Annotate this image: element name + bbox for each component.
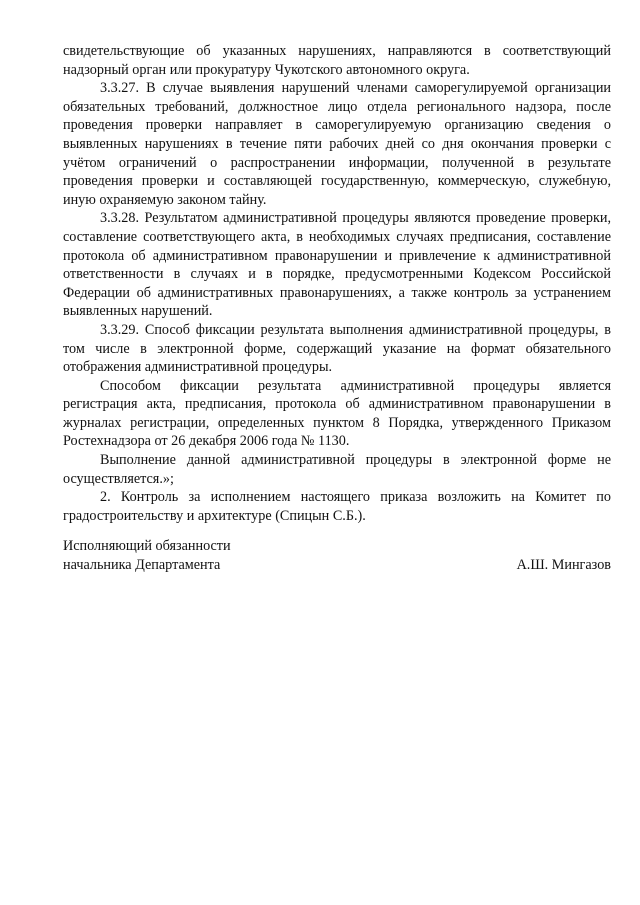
- document-body: [63, 42, 611, 525]
- paragraph-fixation-method: Способом фиксации результата административной процедуры является регистрация акта, предписания, протокола об административном правонарушении в журналах регистрации, определенных пунктом 8 Порядка, утвержденного Приказом Ростехнадзора от 26 декабря 2006 года № 1130.: [63, 377, 611, 450]
- signature-block: [63, 537, 611, 574]
- position-line-1: Исполняющий обязанности: [63, 538, 231, 554]
- paragraph-3-3-27: 3.3.27. В случае выявления нарушений членами саморегулируемой организации обязательных требований, должностное лицо отдела регионального надзора, после проведения проверки направляет в саморегулируемую организацию сведения о выявленных нарушениях в течение пяти рабочих дней со дня окончания проверки с учётом ограничений о распространении информации, полученной в результате проведения проверки и составляющей государственную, коммерческую, служебную, иную охраняемую законом тайну.: [63, 80, 611, 208]
- paragraph-electronic-form: Выполнение данной административной процедуры в электронной форме не осуществляется.»;: [63, 452, 611, 487]
- paragraph-continuation: свидетельствующие об указанных нарушениях, направляются в соответствующий надзорный орган или прокуратуру Чукотского автономного округа.: [63, 43, 611, 78]
- paragraph-3-3-29: 3.3.29. Способ фиксации результата выполнения административной процедуры, в том числе в электронной форме, содержащий указание на формат обязательного отображения административной процедуры.: [63, 321, 611, 376]
- signature-row: [63, 537, 611, 574]
- position-line-2: начальника Департамента: [63, 556, 221, 573]
- signatory-name: А.Ш. Мингазов: [516, 556, 611, 573]
- paragraph-control-clause: 2. Контроль за исполнением настоящего приказа возложить на Комитет по градостроительству и архитектуре (Спицын С.Б.).: [63, 489, 611, 524]
- paragraph-3-3-28: 3.3.28. Результатом административной процедуры являются проведение проверки, составление соответствующего акта, в необходимых случаях предписания, составление протокола об административном правонарушении и привлечение к административной ответственности в случаях и в порядке, предусмотренными Кодексом Российской Федерации об административных правонарушениях, а также контроль за устранением выявленных нарушений.: [63, 210, 611, 320]
- signatory-position: [63, 537, 231, 574]
